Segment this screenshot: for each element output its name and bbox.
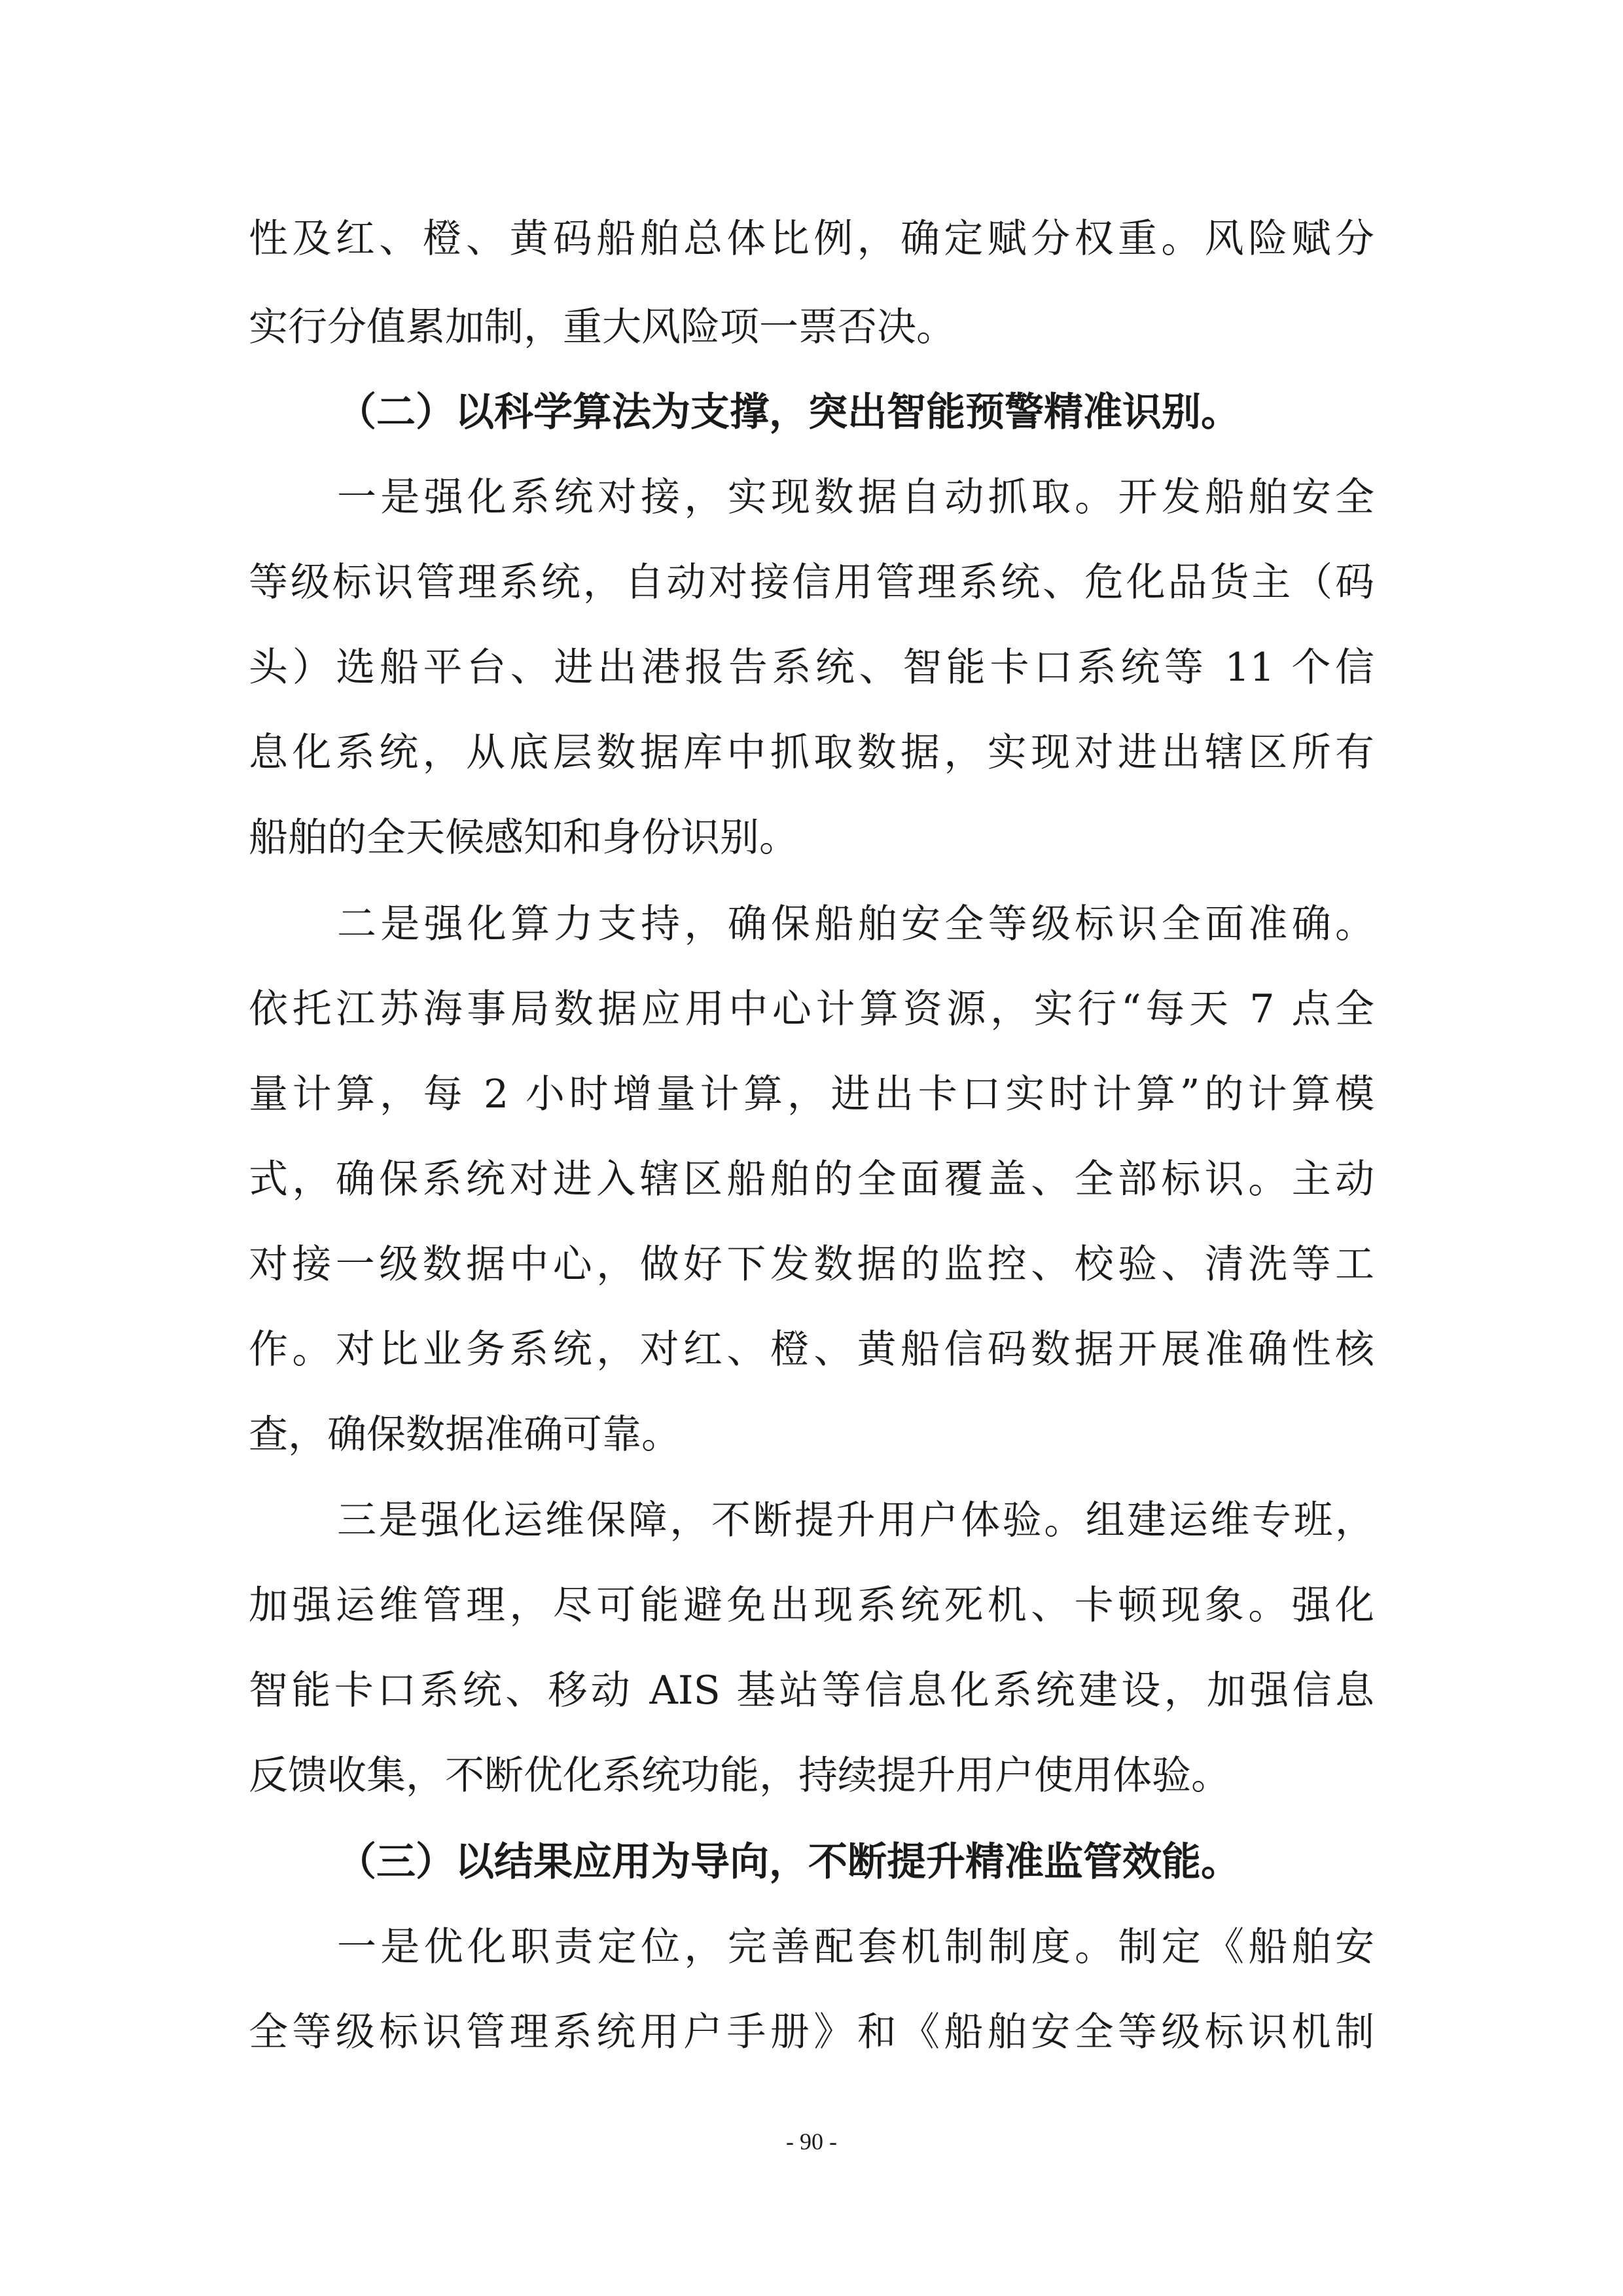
text-line: 式，确保系统对进入辖区船舶的全面覆盖、全部标识。主动 [249,1157,1374,1202]
text-line: 船舶的全天候感知和身份识别。 [249,815,798,861]
paragraph-first-line: 一是优化职责定位，完善配套机制制度。制定《船舶安 [337,1924,1374,1970]
paragraph-first-line: 二是强化算力支持，确保船舶安全等级标识全面准确。 [337,901,1374,947]
paragraph-first-line: 三是强化运维保障，不断提升用户体验。组建运维专班， [337,1498,1374,1543]
text-line: 反馈收集，不断优化系统功能，持续提升用户使用体验。 [249,1753,1230,1799]
text-line: 头）选船平台、进出港报告系统、智能卡口系统等 11 个信 [249,645,1374,691]
text-line: 全等级标识管理系统用户手册》和《船舶安全等级标识机制 [249,2009,1374,2055]
text-line: 作。对比业务系统，对红、橙、黄船信码数据开展准确性核 [249,1327,1374,1372]
text-line: 依托江苏海事局数据应用中心计算资源，实行“每天 7 点全 [249,986,1374,1032]
text-line: 智能卡口系统、移动 AIS 基站等信息化系统建设，加强信息 [249,1668,1374,1713]
text-line: 对接一级数据中心，做好下发数据的监控、校验、清洗等工 [249,1242,1374,1287]
text-line: 量计算，每 2 小时增量计算，进出卡口实时计算”的计算模 [249,1071,1374,1117]
text-line: 息化系统，从底层数据库中抓取数据，实现对进出辖区所有 [249,730,1374,776]
section-heading: （二）以科学算法为支撑，突出智能预警精准识别。 [337,389,1240,435]
text-line: 性及红、橙、黄码船舶总体比例，确定赋分权重。风险赋分 [249,216,1374,262]
section-heading: （三）以结果应用为导向，不断提升精准监管效能。 [337,1839,1240,1885]
text-line: 查，确保数据准确可靠。 [249,1412,681,1458]
paragraph-first-line: 一是强化系统对接，实现数据自动抓取。开发船舶安全 [337,475,1374,520]
text-line: 加强运维管理，尽可能避免出现系统死机、卡顿现象。强化 [249,1583,1374,1628]
page-number: - 90 - [786,2128,837,2155]
text-line: 实行分值累加制，重大风险项一票否决。 [249,304,955,350]
text-line: 等级标识管理系统，自动对接信用管理系统、危化品货主（码 [249,560,1374,605]
